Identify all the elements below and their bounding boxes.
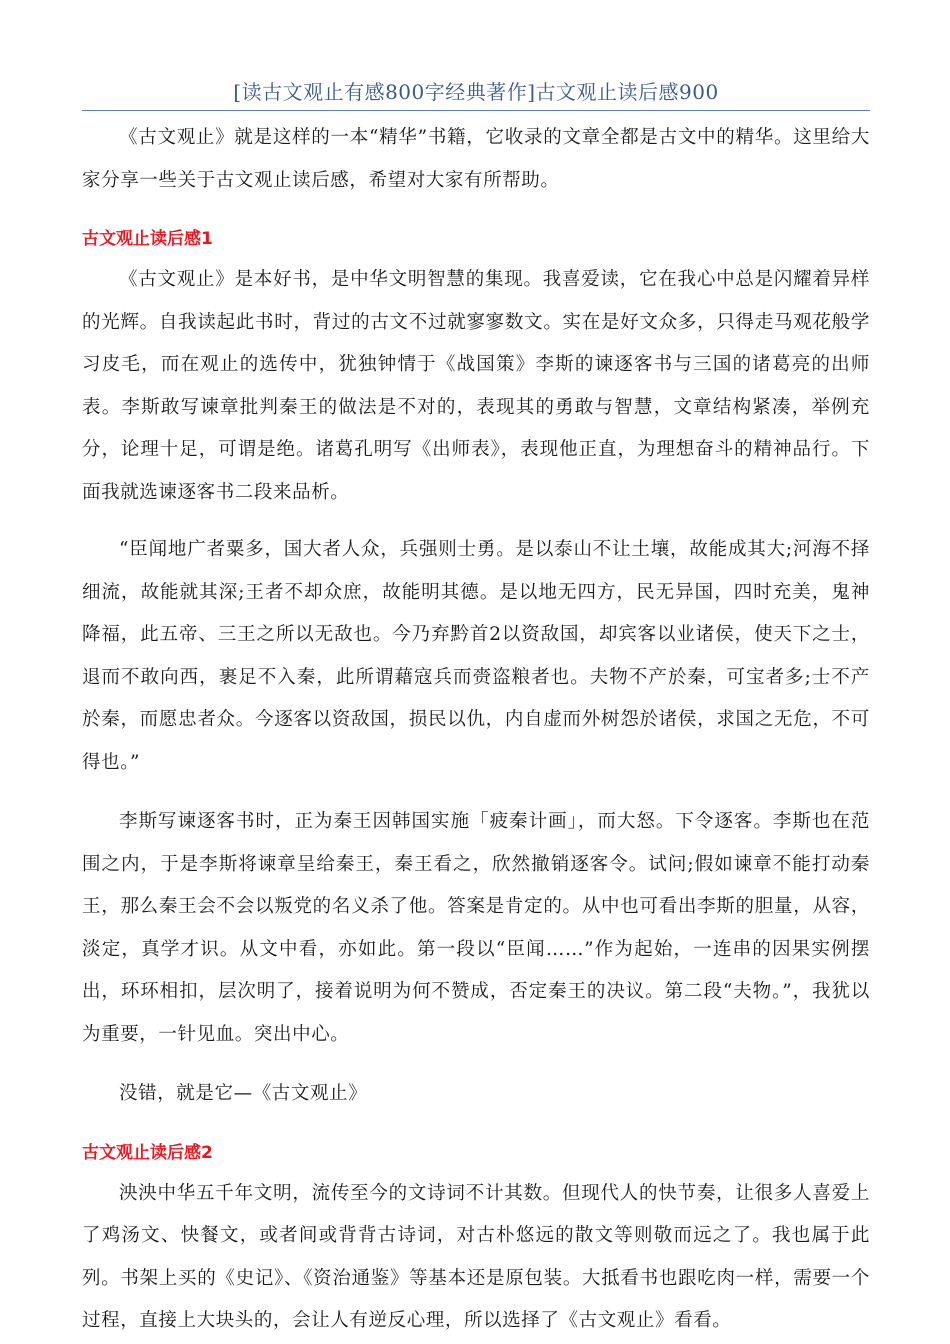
section-1-paragraph-4: 没错，就是它—《古文观止》 — [119, 1083, 368, 1104]
document-page — [82, 76, 870, 1343]
section-1-heading: 古文观止读后感1 — [82, 229, 213, 249]
section-2-paragraph-1: 泱泱中华五千年文明，流传至今的文诗词不计其数。但现代人的快节奏，让很多人喜爱上了鸡汤文、快餐文，或者间或背背古诗词，对古朴悠远的散文等则敬而远之了。我也属于此列。书架上买的《史记》、《资治通鉴》等基本还是原包装。大抵看书也跟吃肉一样，需要一个过程，直接上大块头的，会让人有逆反心理，所以选择了《古文观止》看看。 — [82, 1182, 870, 1331]
document-title: [读古文观止有感800字经典著作]古文观止读后感900 — [82, 76, 870, 111]
section-1-quote-paragraph: “臣闻地广者粟多，国大者人众，兵强则士勇。是以泰山不让土壤，故能成其大;河海不择细流，故能就其深;王者不却众庶，故能明其德。是以地无四方，民无异国，四时充美，鬼神降福，此五帝、三王之所以无敌也。今乃弃黔首2以资敌国，却宾客以业诸侯，使天下之士，退而不敢向西，裹足不入秦，此所谓藉寇兵而赍盗粮者也。夫物不产於秦，可宝者多;士不产於秦，而愿忠者众。今逐客以资敌国，损民以仇，内自虚而外树怨於诸侯，求国之无危，不可得也。” — [82, 539, 870, 773]
intro-paragraph: 《古文观止》就是这样的一本“精华”书籍，它收录的文章全都是古文中的精华。这里给大家分享一些关于古文观止读后感，希望对大家有所帮助。 — [82, 127, 870, 191]
section-1-paragraph-3: 李斯写谏逐客书时，正为秦王因韩国实施「疲秦计画」，而大怒。下令逐客。李斯也在范围之内，于是李斯将谏章呈给秦王，秦王看之，欣然撤销逐客令。试问;假如谏章不能打动秦王，那么秦王会不会以叛党的名义杀了他。答案是肯定的。从中也可看出李斯的胆量，从容，淡定，真学才识。从文中看，亦如此。第一段以“臣闻……”作为起始，一连串的因果实例摆出，环环相扣，层次明了，接着说明为何不赞成，否定秦王的决议。第二段“夫物。”，我犹以为重要，一针见血。突出中心。 — [82, 811, 870, 1045]
section-1-paragraph-1: 《古文观止》是本好书，是中华文明智慧的集现。我喜爱读，它在我心中总是闪耀着异样的光辉。自我读起此书时，背过的古文不过就寥寥数文。实在是好文众多，只得走马观花般学习皮毛，而在观止的选传中，犹独钟情于《战国策》李斯的谏逐客书与三国的诸葛亮的出师表。李斯敢写谏章批判秦王的做法是不对的，表现其的勇敢与智慧，文章结构紧凑，举例充分，论理十足，可谓是绝。诸葛孔明写《出师表》，表现他正直，为理想奋斗的精神品行。下面我就选谏逐客书二段来品析。 — [82, 269, 870, 503]
section-2-heading: 古文观止读后感2 — [82, 1142, 213, 1163]
